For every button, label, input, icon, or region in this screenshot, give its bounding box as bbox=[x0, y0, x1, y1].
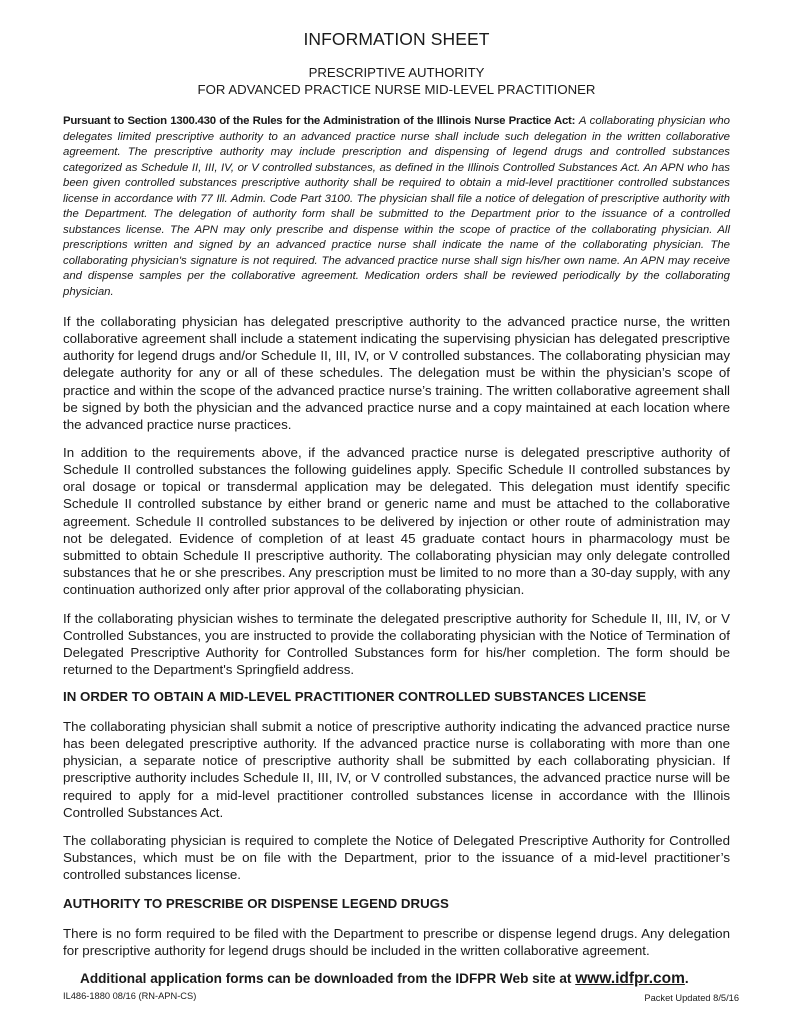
intro-lead: Pursuant to Section 1300.430 of the Rules for the Administration of the Illinois Nurse Practice Act: bbox=[63, 115, 576, 127]
intro-body: A collaborating physician who delegates limited prescriptive authority to an advanced practice nurse shall include such delegation in the written collaborative agreement. The prescriptive authority may include prescription and dispensing of legend drugs and controlled substances categorized as Schedule II, III, IV, or V controlled substances, as defined in the Illinois Controlled Substances Act. An APN who has been given controlled substances prescriptive authority shall be required to obtain a mid-level practitioner controlled substances license in accordance with 77 Ill. Admin. Code Part 3100. The physician shall file a notice of delegation of prescriptive authority with the Department. The delegation of authority form shall be submitted to the Department prior to the issuance of a controlled substances license. The APN may only prescribe and dispense within the scope of practice of the collaborating physician. All prescriptions written and signed by an advanced practice nurse shall indicate the name of the collaborating physician. The collaborating physician's signature is not required. The advanced practice nurse shall sign his/her own name. An APN may receive and dispense samples per the collaborative agreement. Medication orders shall be reviewed periodically by the collaborating physician. bbox=[63, 115, 730, 299]
footer-download-note bbox=[80, 970, 740, 988]
paragraph-notice: The collaborating physician shall submit a notice of prescriptive authority indicating the advanced practice nurse has been delegated prescriptive authority. If the advanced practice nurse is collaborating with more than one physician, a separate notice of prescriptive authority shall be submitted by each collaborating physician. If prescriptive authority includes Schedule II, III, IV, or V controlled substances, the advanced practice nurse will be required to apply for a mid-level practitioner controlled substances license in accordance with the Illinois Controlled Substances Act. bbox=[63, 719, 730, 820]
form-id: IL486-1880 08/16 (RN-APN-CS) bbox=[63, 991, 197, 1001]
paragraph-schedule-ii: In addition to the requirements above, if the advanced practice nurse is delegated prescriptive authority of Schedule II controlled substances the following guidelines apply. Specific Schedule II controlled substances by oral dosage or topical or transdermal application may be delegated. This delegation must identify specific Schedule II controlled substance by either brand or generic name and must be attached to the collaborative agreement. Schedule II controlled substances to be delivered by injection or other route of administration may not be delegated. Evidence of completion of at least 45 graduate contact hours in pharmacology must be submitted to obtain Schedule II prescriptive authority. The collaborating physician may only delegate controlled substances that he or she prescribes. Any prescription must be limited to no more than a 30-day supply, with any continuation authorized only after prior approval of the collaborating physician. bbox=[63, 445, 730, 598]
footer-note-text: Additional application forms can be downloaded from the IDFPR Web site at bbox=[80, 971, 576, 986]
website-link[interactable]: www.idfpr.com bbox=[575, 970, 685, 987]
paragraph-termination: If the collaborating physician wishes to terminate the delegated prescriptive authority for Schedule II, III, IV, or V Controlled Substances, you are instructed to provide the collaborating physician with the Notice of Termination of Delegated Prescriptive Authority for Controlled Substances form for his/her completion. The form should be returned to the Department's Springfield address. bbox=[63, 611, 730, 678]
paragraph-delegation: If the collaborating physician has delegated prescriptive authority to the advanced practice nurse, the written collaborative agreement shall include a statement indicating the supervising physician has delegated prescriptive authority for legend drugs and/or Schedule II, III, IV, or V controlled substances. The collaborating physician may delegate authority for any or all of these schedules. The delegation must be within the physician’s scope of practice and within the scope of the advanced practice nurse’s training. The written collaborative agreement shall be signed by both the physician and the advanced practice nurse and a copy maintained at each location where the advanced practice nurse practices. bbox=[63, 314, 730, 432]
section-heading-license: IN ORDER TO OBTAIN A MID-LEVEL PRACTITIONER CONTROLLED SUBSTANCES LICENSE bbox=[63, 689, 647, 704]
section-heading-legend-drugs: AUTHORITY TO PRESCRIBE OR DISPENSE LEGEND DRUGS bbox=[63, 896, 449, 911]
intro-paragraph bbox=[63, 114, 730, 301]
footer-note-period: . bbox=[684, 971, 689, 986]
packet-updated: Packet Updated 8/5/16 bbox=[644, 993, 739, 1003]
subtitle-line-1: PRESCRIPTIVE AUTHORITY bbox=[308, 65, 485, 80]
page-subtitle bbox=[63, 64, 730, 98]
paragraph-notice-required: The collaborating physician is required to complete the Notice of Delegated Prescriptive Authority for Controlled Substances, which must be on file with the Department, prior to the issuance of a mid-level practitioner’s controlled substances license. bbox=[63, 833, 730, 883]
paragraph-legend-drugs: There is no form required to be filed with the Department to prescribe or dispense legend drugs. Any delegation for prescriptive authority for legend drugs should be included in the written collaborative agreement. bbox=[63, 926, 730, 959]
subtitle-line-2: FOR ADVANCED PRACTICE NURSE MID-LEVEL PRACTITIONER bbox=[197, 82, 596, 97]
page-title: INFORMATION SHEET bbox=[303, 29, 490, 49]
